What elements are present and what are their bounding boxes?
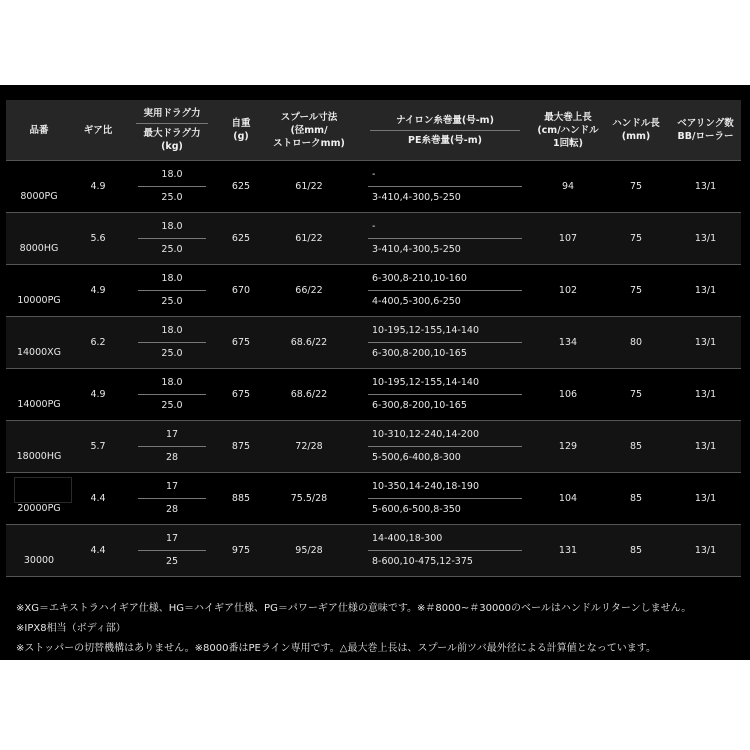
cell-bearing: 13/1 [670, 421, 741, 473]
cell-drag: 18.0 25.0 [124, 213, 220, 265]
cell-model: 10000PG [6, 265, 72, 317]
cell-spool: 75.5/28 [262, 473, 356, 525]
cell-handle: 85 [602, 473, 670, 525]
cell-drag: 18.0 25.0 [124, 265, 220, 317]
cell-model: 18000HG [6, 421, 72, 473]
cell-handle: 85 [602, 525, 670, 577]
cell-handle: 75 [602, 369, 670, 421]
table-row [6, 421, 741, 473]
header-pe-capacity: PE糸巻量(号-m) [408, 134, 482, 146]
cell-spool: 68.6/22 [262, 317, 356, 369]
cell-weight: 625 [220, 213, 262, 265]
cell-weight: 625 [220, 161, 262, 213]
cell-line-capacity: 6-300,8-210,10-160 4-400,5-300,6-250 [356, 265, 534, 317]
cell-gear: 6.2 [72, 317, 124, 369]
table-header-row [6, 100, 741, 161]
cell-bearing: 13/1 [670, 317, 741, 369]
table-row [6, 369, 741, 421]
header-model: 品番 [6, 100, 72, 161]
cell-drag: 17 28 [124, 473, 220, 525]
cell-bearing: 13/1 [670, 525, 741, 577]
header-line-capacity [356, 100, 534, 161]
cell-line-capacity: 10-195,12-155,14-140 6-300,8-200,10-165 [356, 369, 534, 421]
cell-retrieve: 134 [534, 317, 602, 369]
header-drag [124, 100, 220, 161]
cell-bearing: 13/1 [670, 473, 741, 525]
table-row [6, 525, 741, 577]
redaction-box [14, 477, 72, 503]
cell-spool: 61/22 [262, 161, 356, 213]
cell-model: 8000HG [6, 213, 72, 265]
cell-model: 30000 [6, 525, 72, 577]
cell-spool: 68.6/22 [262, 369, 356, 421]
table-row [6, 317, 741, 369]
cell-bearing: 13/1 [670, 265, 741, 317]
header-nylon-capacity: ナイロン糸巻量(号-m) [370, 114, 520, 131]
cell-model: 20000PG [6, 473, 72, 525]
cell-model: 14000PG [6, 369, 72, 421]
header-drag-practical: 実用ドラグ力 [136, 107, 208, 124]
header-handle: ハンドル長 (mm) [602, 100, 670, 161]
cell-weight: 975 [220, 525, 262, 577]
footnote: ※ストッパーの切替機構はありません。※8000番はPEライン専用です。△最大巻上長は、スプール前ツバ最外径による計算値となっています。 [16, 643, 656, 654]
cell-retrieve: 94 [534, 161, 602, 213]
cell-gear: 4.4 [72, 525, 124, 577]
cell-gear: 4.9 [72, 369, 124, 421]
cell-retrieve: 129 [534, 421, 602, 473]
table-row [6, 473, 741, 525]
header-weight-unit: (g) [233, 131, 249, 142]
cell-gear: 5.7 [72, 421, 124, 473]
cell-gear: 4.9 [72, 265, 124, 317]
cell-line-capacity: 10-350,14-240,18-190 5-600,6-500,8-350 [356, 473, 534, 525]
cell-line-capacity: 14-400,18-300 8-600,10-475,12-375 [356, 525, 534, 577]
table-row [6, 265, 741, 317]
cell-handle: 75 [602, 213, 670, 265]
cell-handle: 75 [602, 161, 670, 213]
footnotes [16, 599, 740, 659]
cell-weight: 670 [220, 265, 262, 317]
table-row [6, 213, 741, 265]
cell-weight: 875 [220, 421, 262, 473]
cell-drag: 17 28 [124, 421, 220, 473]
cell-bearing: 13/1 [670, 369, 741, 421]
cell-handle: 75 [602, 265, 670, 317]
header-spool: スプール寸法 (径mm/ ストロークmm) [262, 100, 356, 161]
cell-model: 8000PG [6, 161, 72, 213]
cell-gear: 4.9 [72, 161, 124, 213]
cell-spool: 95/28 [262, 525, 356, 577]
header-weight: 自重 (g) [220, 100, 262, 161]
header-drag-max: 最大ドラグ力 [143, 128, 201, 139]
footnote: ※IPX8相当（ボディ部） [16, 623, 126, 634]
cell-spool: 61/22 [262, 213, 356, 265]
cell-bearing: 13/1 [670, 161, 741, 213]
cell-retrieve: 104 [534, 473, 602, 525]
cell-weight: 675 [220, 317, 262, 369]
cell-weight: 885 [220, 473, 262, 525]
header-retrieve: 最大巻上長 (cm/ハンドル 1回転) [534, 100, 602, 161]
spec-table [6, 100, 741, 577]
cell-drag: 18.0 25.0 [124, 369, 220, 421]
cell-gear: 5.6 [72, 213, 124, 265]
cell-model: 14000XG [6, 317, 72, 369]
cell-line-capacity: - 3-410,4-300,5-250 [356, 161, 534, 213]
cell-bearing: 13/1 [670, 213, 741, 265]
cell-gear: 4.4 [72, 473, 124, 525]
cell-spool: 72/28 [262, 421, 356, 473]
header-bearing: ベアリング数 BB/ローラー [670, 100, 741, 161]
footnote: ※XG＝エキストラハイギア仕様、HG＝ハイギア仕様、PG＝パワーギア仕様の意味です。※＃8000~＃30000のベールはハンドルリターンしません。 [16, 603, 692, 614]
cell-handle: 85 [602, 421, 670, 473]
cell-retrieve: 107 [534, 213, 602, 265]
cell-drag: 17 25 [124, 525, 220, 577]
cell-retrieve: 131 [534, 525, 602, 577]
spec-sheet [0, 85, 750, 660]
cell-spool: 66/22 [262, 265, 356, 317]
cell-handle: 80 [602, 317, 670, 369]
cell-retrieve: 106 [534, 369, 602, 421]
cell-line-capacity: 10-310,12-240,14-200 5-500,6-400,8-300 [356, 421, 534, 473]
cell-drag: 18.0 25.0 [124, 317, 220, 369]
header-drag-unit: (kg) [161, 141, 183, 152]
cell-retrieve: 102 [534, 265, 602, 317]
header-gear-ratio: ギア比 [72, 100, 124, 161]
cell-weight: 675 [220, 369, 262, 421]
cell-line-capacity: 10-195,12-155,14-140 6-300,8-200,10-165 [356, 317, 534, 369]
cell-line-capacity: - 3-410,4-300,5-250 [356, 213, 534, 265]
table-row [6, 161, 741, 213]
cell-drag: 18.0 25.0 [124, 161, 220, 213]
